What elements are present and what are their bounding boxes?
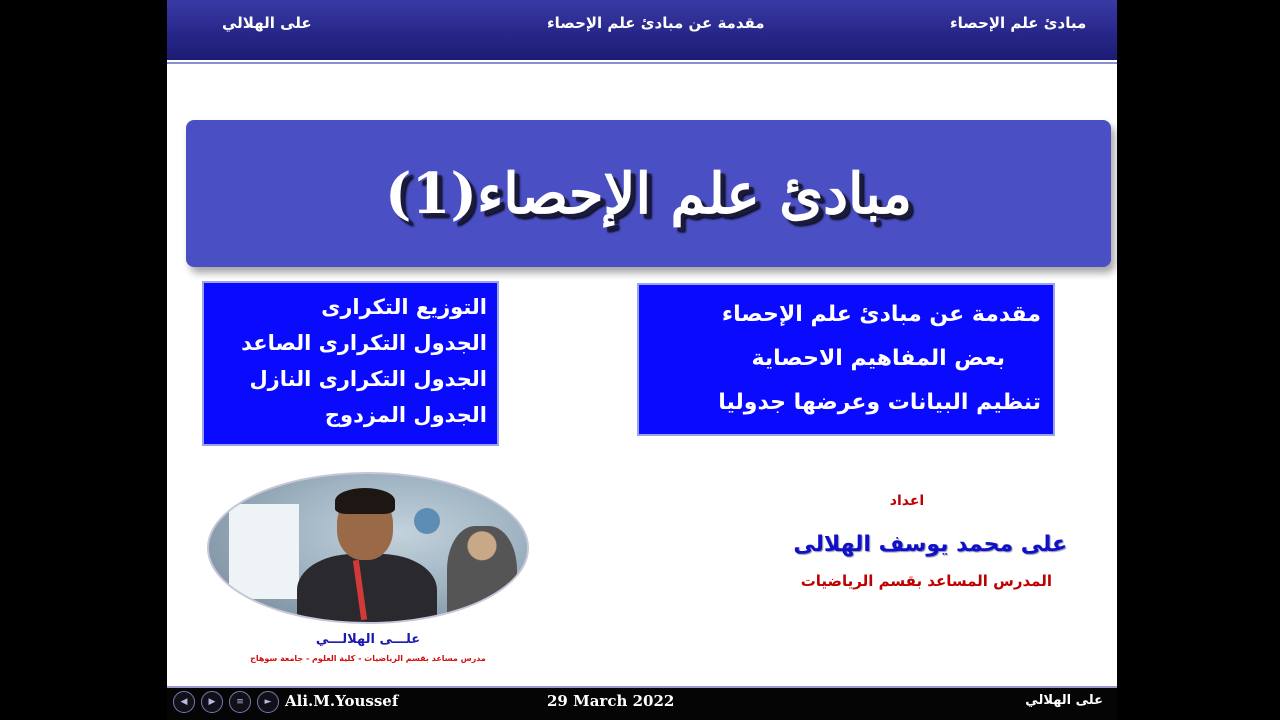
topic-line: الجدول المزدوج <box>324 403 487 427</box>
author-photo <box>207 472 529 624</box>
footer-author: Ali.M.Youssef <box>285 692 399 710</box>
play-icon[interactable]: ► <box>257 691 279 713</box>
topic-line: الجدول التكرارى النازل <box>249 367 487 391</box>
topic-line: مقدمة عن مبادئ علم الإحصاء <box>721 302 1041 327</box>
topic-line: الجدول التكرارى الصاعد <box>241 331 487 355</box>
photo-caption-subtitle: مدرس مساعد بقسم الرياضيات - كلية العلوم - جامعة سوهاج <box>250 654 486 663</box>
prepared-by-label: اعداد <box>889 493 925 509</box>
header-left-text: على الهلالي <box>222 14 312 32</box>
photo-caption-name: علـــى الهلالـــي <box>315 632 421 647</box>
topics-box-right <box>637 283 1055 436</box>
next-icon[interactable]: ▶ <box>201 691 223 713</box>
header-center-text: مقدمة عن مبادئ علم الإحصاء <box>547 14 765 32</box>
footer-divider <box>167 686 1117 688</box>
topic-line: بعض المفاهيم الاحصاية <box>751 346 1005 371</box>
topics-box-left <box>202 281 499 446</box>
footer-right-text: على الهلالي <box>1025 693 1103 708</box>
header-right-text: مبادئ علم الإحصاء <box>950 14 1087 32</box>
header-divider <box>167 62 1117 64</box>
author-role: المدرس المساعد بقسم الرياضيات <box>800 572 1052 590</box>
topic-line: التوزيع التكرارى <box>321 295 487 319</box>
slide <box>167 0 1117 720</box>
menu-icon[interactable]: ≡ <box>229 691 251 713</box>
topic-line: تنظيم البيانات وعرضها جدوليا <box>718 390 1041 415</box>
slide-title: مبادئ علم الإحصاء(1) <box>385 160 912 227</box>
author-name: على محمد يوسف الهلالى <box>793 532 1067 557</box>
prev-icon[interactable]: ◀ <box>173 691 195 713</box>
title-box <box>186 120 1111 267</box>
footer-date: 29 March 2022 <box>547 692 675 710</box>
